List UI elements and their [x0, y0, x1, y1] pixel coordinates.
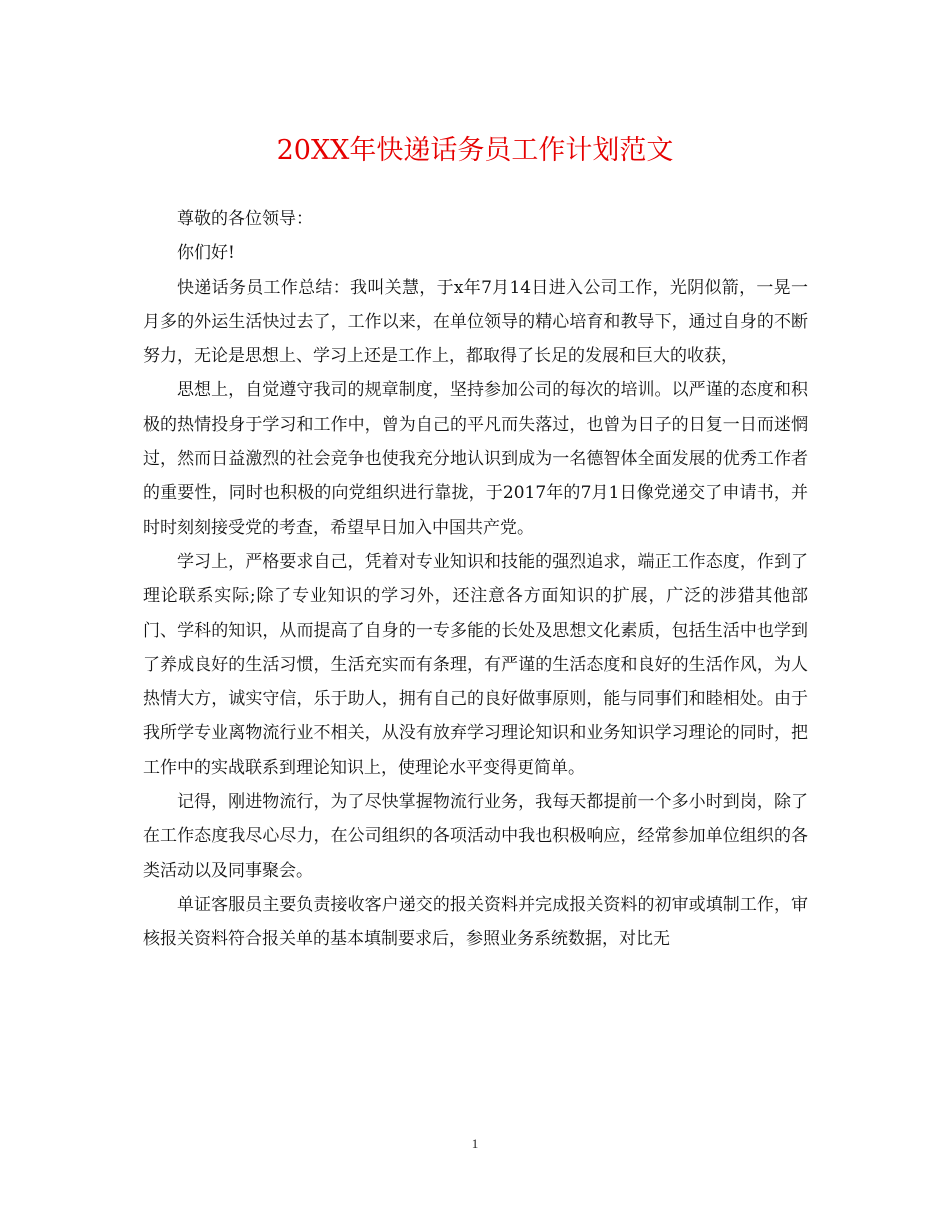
- greeting: 你们好!: [177, 243, 235, 264]
- paragraph-thought: 思想上，自觉遵守我司的规章制度，坚持参加公司的每次的培训。以严谨的态度和积极的热情投身于学习和工作中，曾为自己的平凡而失落过，也曾为日子的日复一日而迷惘过，然而日益激烈的社会竞争也使我充分地认识到成为一名德智体全面发展的优秀工作者的重要性，同时也积极的向党组织进行靠拢，于2017年的7月1日像党递交了申请书，并时时刻刻接受党的考查，希望早日加入中国共产党。: [143, 380, 808, 538]
- document-body: [143, 202, 808, 957]
- page-number: 1: [471, 1136, 479, 1151]
- document-title: 20XX年快递话务员工作计划范文: [276, 135, 674, 166]
- paragraph-study: 学习上，严格要求自己，凭着对专业知识和技能的强烈追求，端正工作态度，作到了理论联系实际;除了专业知识的学习外，还注意各方面知识的扩展，广泛的涉猎其他部门、学科的知识，从而提高了自身的一专多能的长处及思想文化素质，包括生活中也学到了养成良好的生活习惯，生活充实而有条理，有严谨的生活态度和良好的生活作风，为人热情大方，诚实守信，乐于助人，拥有自己的良好做事原则，能与同事们和睦相处。由于我所学专业离物流行业不相关，从没有放弃学习理论知识和业务知识学习理论的同时，把工作中的实战联系到理论知识上，使理论水平变得更简单。: [143, 551, 808, 778]
- salutation: 尊敬的各位领导：: [177, 209, 313, 229]
- paragraph-memory: 记得，刚进物流行，为了尽快掌握物流行业务，我每天都提前一个多小时到岗，除了在工作态度我尽心尽力，在公司组织的各项活动中我也积极响应，经常参加单位组织的各类活动以及同事聚会。: [143, 792, 808, 881]
- paragraph-duties: 单证客服员主要负责接收客户递交的报关资料并完成报关资料的初审或填制工作，审核报关资料符合报关单的基本填制要求后，参照业务系统数据，对比无: [143, 894, 808, 950]
- paragraph-intro: 快递话务员工作总结：我叫关慧，于x年7月14日进入公司工作，光阴似箭，一晃一月多的外运生活快过去了，工作以来，在单位领导的精心培育和教导下，通过自身的不断努力，无论是思想上、学习上还是工作上，都取得了长足的发展和巨大的收获，: [143, 277, 808, 367]
